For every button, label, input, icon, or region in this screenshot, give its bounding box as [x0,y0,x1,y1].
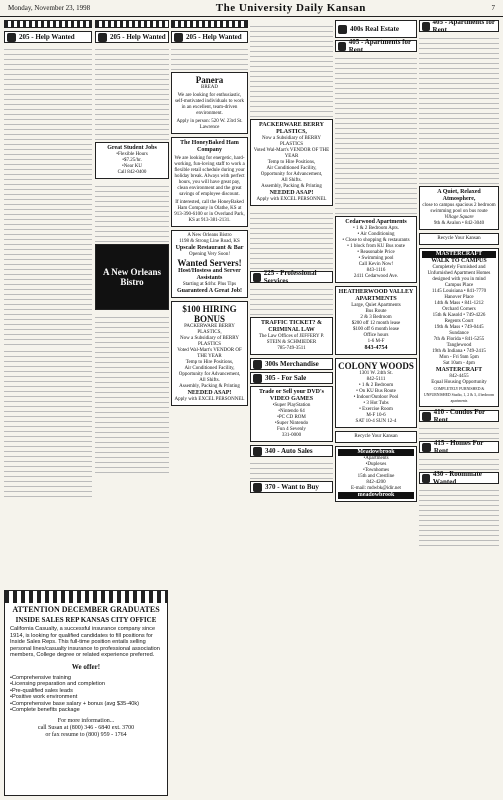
ad-cedarwood: Cedarwood Apartments • 1 & 2 Bedroom Apts. • Air Conditioning • Close to shopping & restaurants • 1 block from KU Bus route • Reasonable Price • Swimming pool Call Kevin Now! 843-1116 2411 Cedarwood Ave. [335,216,417,283]
kansan-logo-strip [4,20,92,28]
section-header-want-to-buy: 370 - Want to Buy [250,481,333,493]
ad-panera: Panera BREAD We are looking for enthusiastic, self-motivated individuals to work in an excellent, team-driven environment. Apply in person: 520 W. 23rd St. Lawrence [171,72,248,134]
section-header-professional: 225 - Professional Services [250,271,333,283]
column-6 [419,20,499,796]
section-header-condos: 410 - Condos For Rent [419,410,499,422]
section-header-homes: 415 - Homes For Rent [419,441,499,453]
section-header-roommate: 430 - Roommate Wanted [419,472,499,484]
ad-recycle: Recycle Your Kansan [419,233,499,245]
column-4 [250,20,333,796]
ad-heatherwood: HEATHERWOOD VALLEY APARTMENTS Large, Quiet Apartments Bus Route 2 & 3 Bedroom $200 off 12 month lease $100 off 6 month lease Office hours 1-6 M-F 843-4754 [335,286,417,355]
classified-text-block [95,45,169,140]
section-header-merchandise: 300s Merchandise [250,358,333,370]
section-header-help-wanted: 205 - Help Wanted [95,31,169,43]
ad-packerware: PACKERWARE BERRY PLASTICS, Now a Subsidiary of BERRY PLASTICS Voted Wal-Mart's VENDOR OF THE YEAR Temp to Hire Positions, Air Conditioned Facility, Opportunity for Advancement, All Shifts. Assembly, Packing & Printing NEEDED ASAP! Apply with EXCEL PERSONNEL [250,119,333,206]
section-header-help-wanted: 205 - Help Wanted [4,31,92,43]
section-header-for-sale: 305 - For Sale [250,372,333,384]
classified-text-block [4,347,92,497]
page-number: 7 [491,4,495,12]
ad-honeybaked: The HoneyBaked Ham Company We are looking for energetic, hard-working, fun-loving staff to work a flexible retail schedule during your holiday break. Always with perfect hours, you will have great pay, clean environment and the great savings of employee discount. If interested, call the HoneyBaked Ham Company in Olathe, KS at 913-390-6100 or in Overland Park, KS at 913-381-2131. [171,137,248,227]
newspaper-name: The University Daily Kansan [215,2,366,14]
ad-great-student-jobs: Great Student Jobs •Flexible Hours •$7.25/hr. •Near KU Call 842-0400 [95,142,169,179]
ad-video-games: Trade or Sell your DVD's VIDEO GAMES •Super PlayStation •Nintendo 64 •PC CD ROM •Super Nintendo Fun 4 Sevenly 331-0000 [250,386,333,442]
section-header-real-estate: 400s Real Estate [335,20,417,38]
ad-hiring-bonus: $100 HIRING BONUS PACKERWARE BERRY PLASTICS, Now a Subsidiary of BERRY PLASTICS Voted Wal-Mart's VENDOR OF THE YEAR Temp to Hire Positions, Air Conditioned Facility, Opportunity for Advancement, All Shifts. Assembly, Packing & Printing NEEDED ASAP! Apply with EXCEL PERSONNEL [171,301,248,406]
classified-text-block [171,45,248,70]
kansan-logo-icon [7,33,16,42]
section-header-apartments: 405 - Apartments for Rent [419,20,499,32]
ad-colony-woods: COLONY WOODS 1301 W. 24th St. 842-5111 • 1 & 2 Bedroom • On KU Bus Route • Indoor/Outdoor Pool • 3 Hot Tubs • Exercise Room M-F 10-6 SAT 10-4 SUN 12-4 [335,358,417,428]
column-3 [171,20,248,796]
column-5 [335,20,417,796]
masthead [0,0,503,17]
kansan-logo-strip [5,591,167,603]
kansan-logo-strip [171,20,248,28]
section-header-apartments: 405 - Apartments for Rent [335,40,417,52]
classified-text-block [250,209,333,269]
section-header-auto-sales: 340 - Auto Sales [250,445,333,457]
ad-attention-graduates: ATTENTION DECEMBER GRADUATES INSIDE SALES REP KANSAS CITY OFFICE California Casualty, a successful insurance company since 1914, is looking for qualified candidates to fill positions for Inside Sales Reps. This full-time position entails selling personal lines/casualty insurance to professional association members, College degree or related experience preferred. We offer! •Comprehensive training •Licensing preparation and completion •Pre-qualified sales leads •Positive work environment •Comprehensive base salary + bonus (avg $35-40k) •Complete benefits package For more information... call Susan at (800) 346 - 6840 ext. 3700 or fax resume to (800) 959 - 1764 [4,590,168,796]
ad-wanted-servers: A New Orleans Bistro 1198 & Strong Line Road, KS Upscale Restaurant & Bar Opening Very Soon! Wanted Servers! Host/Hostess and Server Assistants Starting at $4/hr. Plus Tips Guaranteed A Great Job! [171,230,248,298]
issue-date: Monday, November 23, 1998 [8,4,91,12]
classified-text-block [335,54,417,214]
kansan-logo-icon [98,33,107,42]
classified-text-block [95,313,169,473]
ad-meadowbrook: Meadowbrook •Apartments •Duplexes •Townhomes 15th and Crestline 842-4200 E-mail: mdwbk@idir.net meadowbrook [335,446,417,502]
classified-text-block [95,182,169,242]
classified-text-block [250,22,333,117]
kansan-logo-icon [174,33,183,42]
classified-text-block [4,45,92,345]
ad-quiet-atmosphere: A Quiet, Relaxed Atmosphere, close to campus spacious 2 bedroom swimming pool on bus route Village Square 9th & Avalon • 842-3040 [419,186,499,230]
section-header-help-wanted: 205 - Help Wanted [171,31,248,43]
ad-traffic-ticket: TRAFFIC TICKET? & CRIMINAL LAW The Law Offices of JEFFERY P. STEIN & SCHMIEDER 785-749-3511 [250,317,333,355]
kansan-logo-strip [95,20,169,28]
ad-bistro-logo: A New Orleans Bistro [95,244,169,310]
ad-recycle: Recycle Your Kansan [335,431,417,443]
ad-mastercraft: MASTERCRAFT WALK TO CAMPUS Completely Furnished and Unfurnished Apartment Homes designed with you in mind Campus Place 1145 Louisiana • 841-7770 Hanover Place 14th & Mass • 841-1212 Orchard Corners 15th & Kasold • 749-4226 Regents Court 19th & Mass • 749-0445 Sundance 7th & Florida • 841-5255 Tanglewood 19th & Indiana • 749-2415 Mon - Fri 9am 5pm Sat 10am - 4pm MASTERCRAFT 842-4455 Equal Housing Opportunity COMPLETELY FURNISHED & UNFURNISHED Studio, 1, 2 & 3, 4 bedroom apartments [419,248,499,407]
classified-text-block [419,34,499,184]
